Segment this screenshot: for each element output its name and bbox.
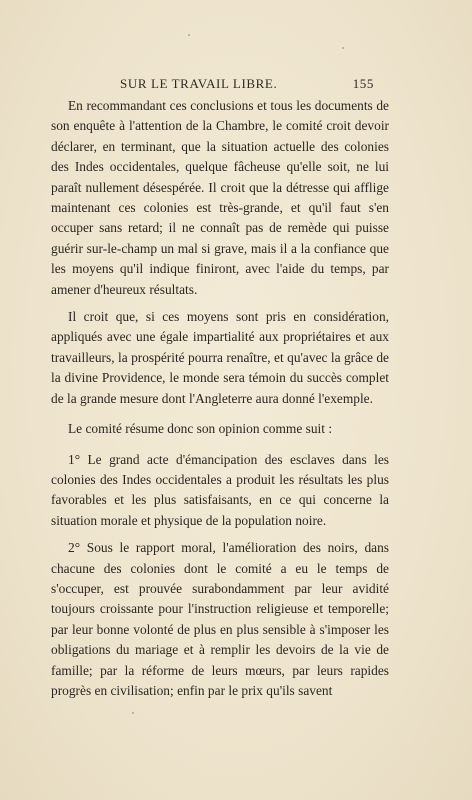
paragraph-point-2: 2° Sous le rapport moral, l'amélioration des noirs, dans chacune des colonies dont le comité a eu le temps de s'occuper, est prouvée surabondamment par leur avidité toujours croissante pour l'instruction religieuse et temporelle; par leur bonne volonté de plus en plus sensible à s'imposer les obligations du mariage et à remplir les devoirs de la vie de famille; par la réforme de leurs mœurs, par leurs rapides progrès en civilisation; enfin par le prix qu'ils savent [51, 540, 389, 698]
paper-speck [188, 34, 190, 36]
paragraph-providence: Il croit que, si ces moyens sont pris en considération, appliqués avec une égale impartialité aux propriétaires et aux travailleurs, la prospérité pourra renaître, et qu'avec la grâce de la divine Providence, le monde sera témoin du succès complet de la grande mesure dont l'Angleterre aura donné l'exemple. [51, 309, 389, 406]
body-text [51, 96, 389, 701]
paragraph-conclusions: En recommandant ces conclusions et tous les documents de son enquête à l'attention de la Chambre, le comité croit devoir déclarer, en terminant, que la situation actuelle des colonies des Indes occidentales, quelque fâcheuse qu'elle soit, ne lui paraît nullement désespérée. Il croit que la détresse qui afflige maintenant ces colonies est très-grande, et qu'il faut s'en occuper sans retard; il ne connaît pas de remède qui puisse guérir sur-le-champ un mal si grave, mais il a la confiance que les moyens qu'il indique finiront, avec l'aide du temps, par amener d'heureux résultats. [51, 98, 389, 297]
running-title: SUR LE TRAVAIL LIBRE. [120, 76, 278, 91]
paragraph-point-1: 1° Le grand acte d'émancipation des esclaves dans les colonies des Indes occidentales a produit les résultats les plus favorables et les plus satisfaisants, en ce qui concerne la situation morale et physique de la population noire. [51, 451, 389, 528]
paper-speck [342, 47, 344, 49]
paper-speck [132, 712, 134, 714]
page-number: 155 [352, 76, 374, 91]
paragraph-summary-intro: Le comité résume donc son opinion comme suit : [68, 421, 333, 437]
